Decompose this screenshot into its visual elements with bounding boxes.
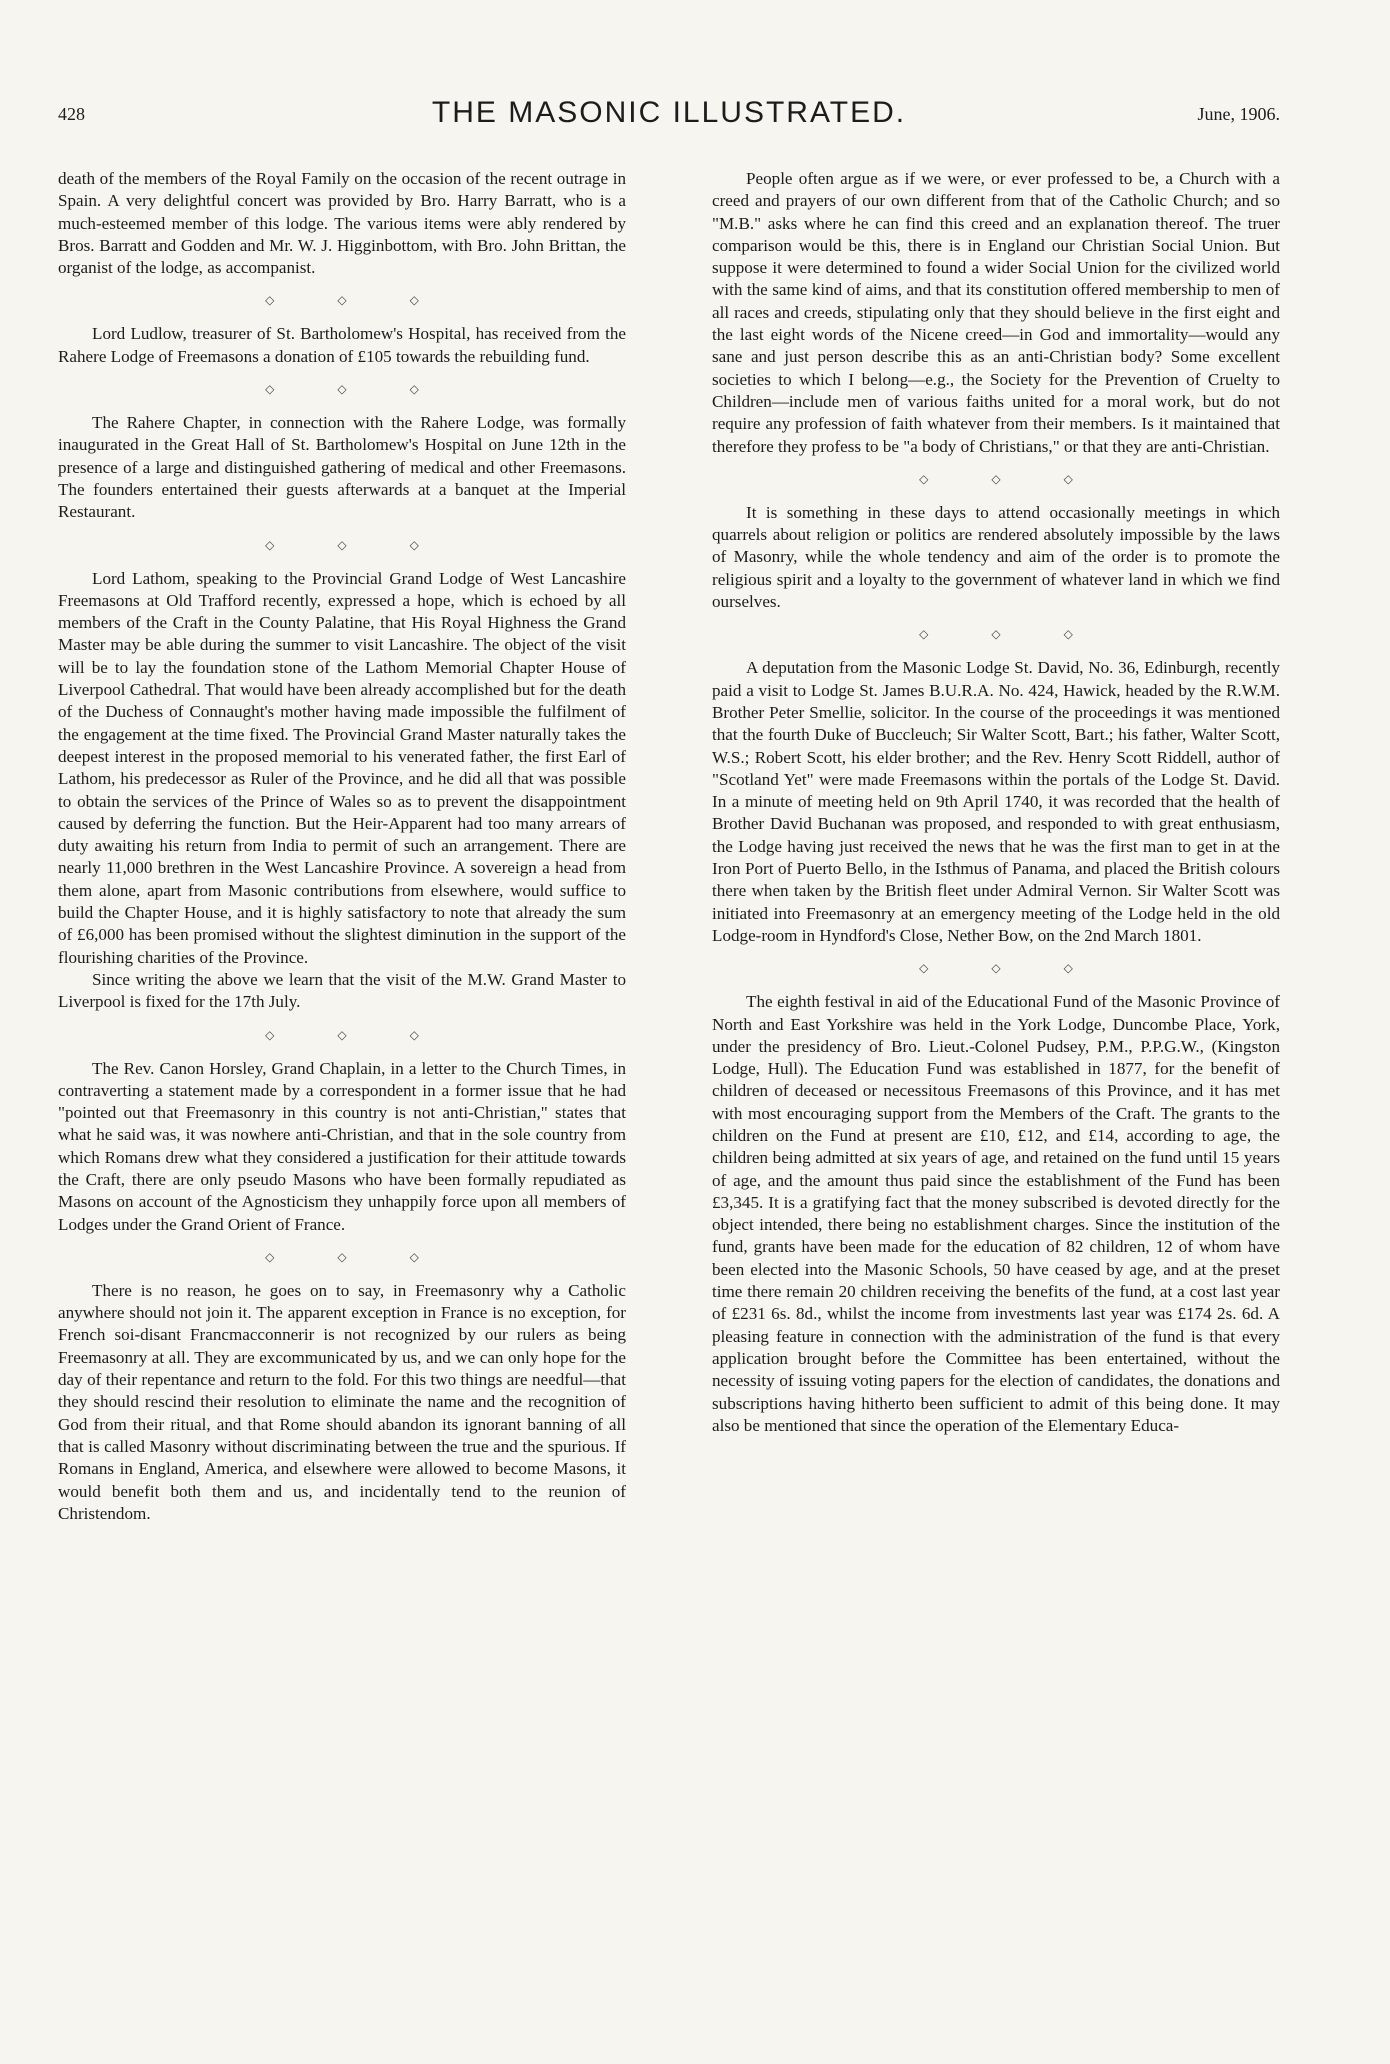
page-header [58,96,1280,136]
ornament-divider [88,536,626,554]
ornament-divider [88,380,626,398]
paragraph: The Rahere Chapter, in connection with the Rahere Lodge, was formally inaugurated in the Great Hall of St. Bartholomew's Hospital on June 12th in the presence of a large and distinguished gathering of medical and other Freemasons. The founders entertained their guests afterwards at a banquet at the Imperial Restaurant. [58,413,626,522]
left-column [58,168,626,1525]
paragraph: It is something in these days to attend occasionally meetings in which quarrels about religion or politics are rendered absolutely impossible by the laws of Masonry, while the whole tendency and aim of the order is to promote the religious spirit and a loyalty to the government of whatever land in which we find ourselves. [712,502,1280,612]
ornament-glyphs: ◇ ◇ ◇ [265,293,449,308]
page-number: 428 [58,104,85,124]
paragraph: A deputation from the Masonic Lodge St. David, No. 36, Edinburgh, recently paid a visit to Lodge St. James B.U.R.A. No. 424, Hawick, headed by the R.W.M. Brother Peter Smellie, solicitor. In the course of the proceedings it was mentioned that the fourth Duke of Buccleuch; Sir Walter Scott, Bart.; his father, Walter Scott, W.S.; Robert Scott, his elder brother; and the Rev. Henry Scott Riddell, author of "Scotland Yet" were made Freemasons within the portals of the Lodge St. David. In a minute of meeting held on 9th April 1740, it was recorded that the health of Brother David Buchanan was proposed, and responded to with great enthusiasm, the Lodge having just received the news that he was the first man to get in at the Iron Port of Puerto Bello, in the Isthmus of Panama, and placed the British colours there when taken by the British fleet under Admiral Vernon. Sir Walter Scott was initiated into Freemasonry at an emergency meeting of the Lodge held in the old Lodge-room in Hyndford's Close, Nether Bow, on the 2nd March 1801. [712,658,1280,945]
paragraph: The Rev. Canon Horsley, Grand Chaplain, in a letter to the Church Times, in contraverting a statement made by a correspondent in a former issue that he had "pointed out that Freemasonry in this country is not anti-Christian," states that what he said was, it was nowhere anti-Christian, and that in the sole country from which Romans drew what they considered a justification for their attitude towards the Craft, there are only pseudo Masons who have been formally repudiated as Masons on account of the Agnosticism they unhappily force upon all members of Lodges under the Grand Orient of France. [58,1058,626,1234]
ornament-divider [742,470,1280,488]
ornament-divider [88,1248,626,1266]
right-column [712,168,1280,1437]
paragraph: Lord Lathom, speaking to the Provincial Grand Lodge of West Lancashire Freemasons at Old Trafford recently, expressed a hope, which is echoed by all members of the Craft in the County Palatine, that His Royal Highness the Grand Master may be able during the summer to visit Lancashire. The object of the visit will be to lay the foundation stone of the Lathom Memorial Chapter House of Liverpool Cathedral. That would have been already accomplished but for the death of the Duchess of Connaught's mother having made impossible the fulfilment of the engagement at the time fixed. The Provincial Grand Master naturally takes the deepest interest in the proposed memorial to his venerated father, the first Earl of Lathom, his predecessor as Ruler of the Province, and he did all that was possible to obtain the services of the Prince of Wales so as to prevent the disappointment caused by deferring the function. But the Heir-Apparent had too many arrears of duty awaiting his return from India to permit of such an arrangement. There are nearly 11,000 brethren in the West Lancashire Province. A sovereign a head from them alone, apart from Masonic contributions from elsewhere, would suffice to build the Chapter House, and it is highly satisfactory to note that already the sum of £6,000 has been promised without the slightest diminution in the support of the flourishing charities of the Province. [58,568,626,967]
ornament-glyphs: ◇ ◇ ◇ [265,1249,449,1264]
ornament-glyphs: ◇ ◇ ◇ [919,961,1103,976]
issue-date: June, 1906. [1197,104,1280,124]
ornament-glyphs: ◇ ◇ ◇ [265,382,449,397]
ornament-glyphs: ◇ ◇ ◇ [265,1027,449,1042]
paragraph: Lord Ludlow, treasurer of St. Bartholomew's Hospital, has received from the Rahere Lodge of Freemasons a donation of £105 towards the rebuilding fund. [58,324,626,366]
ornament-divider [88,291,626,309]
ornament-glyphs: ◇ ◇ ◇ [919,627,1103,642]
paragraph: Since writing the above we learn that the visit of the M.W. Grand Master to Liverpool is fixed for the 17th July. [58,969,626,1012]
paragraph: There is no reason, he goes on to say, in Freemasonry why a Catholic anywhere should not join it. The apparent exception in France is no exception, for French soi-disant Francmacconnerir is not recognized by our rulers as being Freemasonry at all. They are excommunicated by us, and we can only hope for the day of their repentance and return to the fold. For this two things are needful—that they should rescind their resolution to eliminate the name and the recognition of God from their ritual, and that Rome should abandon its ignorant banning of all that is called Masonry without discriminating between the true and the spurious. If Romans in England, America, and elsewhere were allowed to become Masons, it would benefit both them and us, and incidentally tend to the reunion of Christendom. [58,1280,626,1523]
paragraph: The eighth festival in aid of the Educational Fund of the Masonic Province of North and East Yorkshire was held in the York Lodge, Duncombe Place, York, under the presidency of Bro. Lieut.-Colonel Pudsey, P.M., P.P.G.W., (Kingston Lodge, Hull). The Education Fund was established in 1877, for the benefit of children of deceased or necessitous Freemasons of this Province, and it has met with most encouraging support from the Members of the Craft. The grants to the children on the Fund at present are £10, £12, and £14, according to age, the children being admitted at six years of age, and retained on the fund until 15 years of age, and the amount thus paid since the establishment of the Fund has been £3,345. It is a gratifying fact that the money subscribed is devoted directly for the object intended, there being no establishment charges. Since the institution of the fund, grants have been made for the education of 82 children, 12 of whom have been elected into the Masonic Schools, 50 have ceased by age, and at the preset time there remain 20 children receiving the benefits of the fund, at a cost last year of £231 6s. 8d., whilst the income from investments last year was £174 2s. 6d. A pleasing feature in connection with the administration of the fund is that every application brought before the Committee has been entertained, without the necessity of issuing voting papers for the election of candidates, the donations and subscriptions having hitherto been sufficient to admit of this being done. It may also be mentioned that since the operation of the Elementary Educa- [712,992,1280,1435]
ornament-divider [742,959,1280,977]
ornament-divider [88,1026,626,1044]
ornament-divider [742,625,1280,643]
ornament-glyphs: ◇ ◇ ◇ [265,537,449,552]
ornament-glyphs: ◇ ◇ ◇ [919,471,1103,486]
paragraph: death of the members of the Royal Family on the occasion of the recent outrage in Spain. A very delightful concert was provided by Bro. Harry Barratt, who is a much-esteemed member of this lodge. The various items were ably rendered by Bros. Barratt and Godden and Mr. W. J. Higginbottom, with Bro. John Brittan, the organist of the lodge, as accompanist. [58,169,626,278]
masthead-title: THE MASONIC ILLUSTRATED. [431,96,907,129]
paragraph: People often argue as if we were, or ever professed to be, a Church with a creed and prayers of our own different from that of the Catholic Church; and so "M.B." asks where he can find this creed and an explanation thereof. The truer comparison would be this, there is in England our Christian Social Union. But suppose it were determined to found a wider Social Union for the civilized world with the same kind of aims, and that its constitution offered membership to men of all races and creeds, stipulating only that they should believe in the first eight and the last eight words of the Nicene creed—in God and immortality—would any sane and just person describe this as an anti-Christian body? Some excellent societies to which I belong—e.g., the Society for the Prevention of Cruelty to Children—include men of various faiths united for a moral work, but do not require any profession of faith whatever from their members. Is it maintained that therefore they profess to be "a body of Christians," or that they are anti-Christian. [712,169,1280,456]
